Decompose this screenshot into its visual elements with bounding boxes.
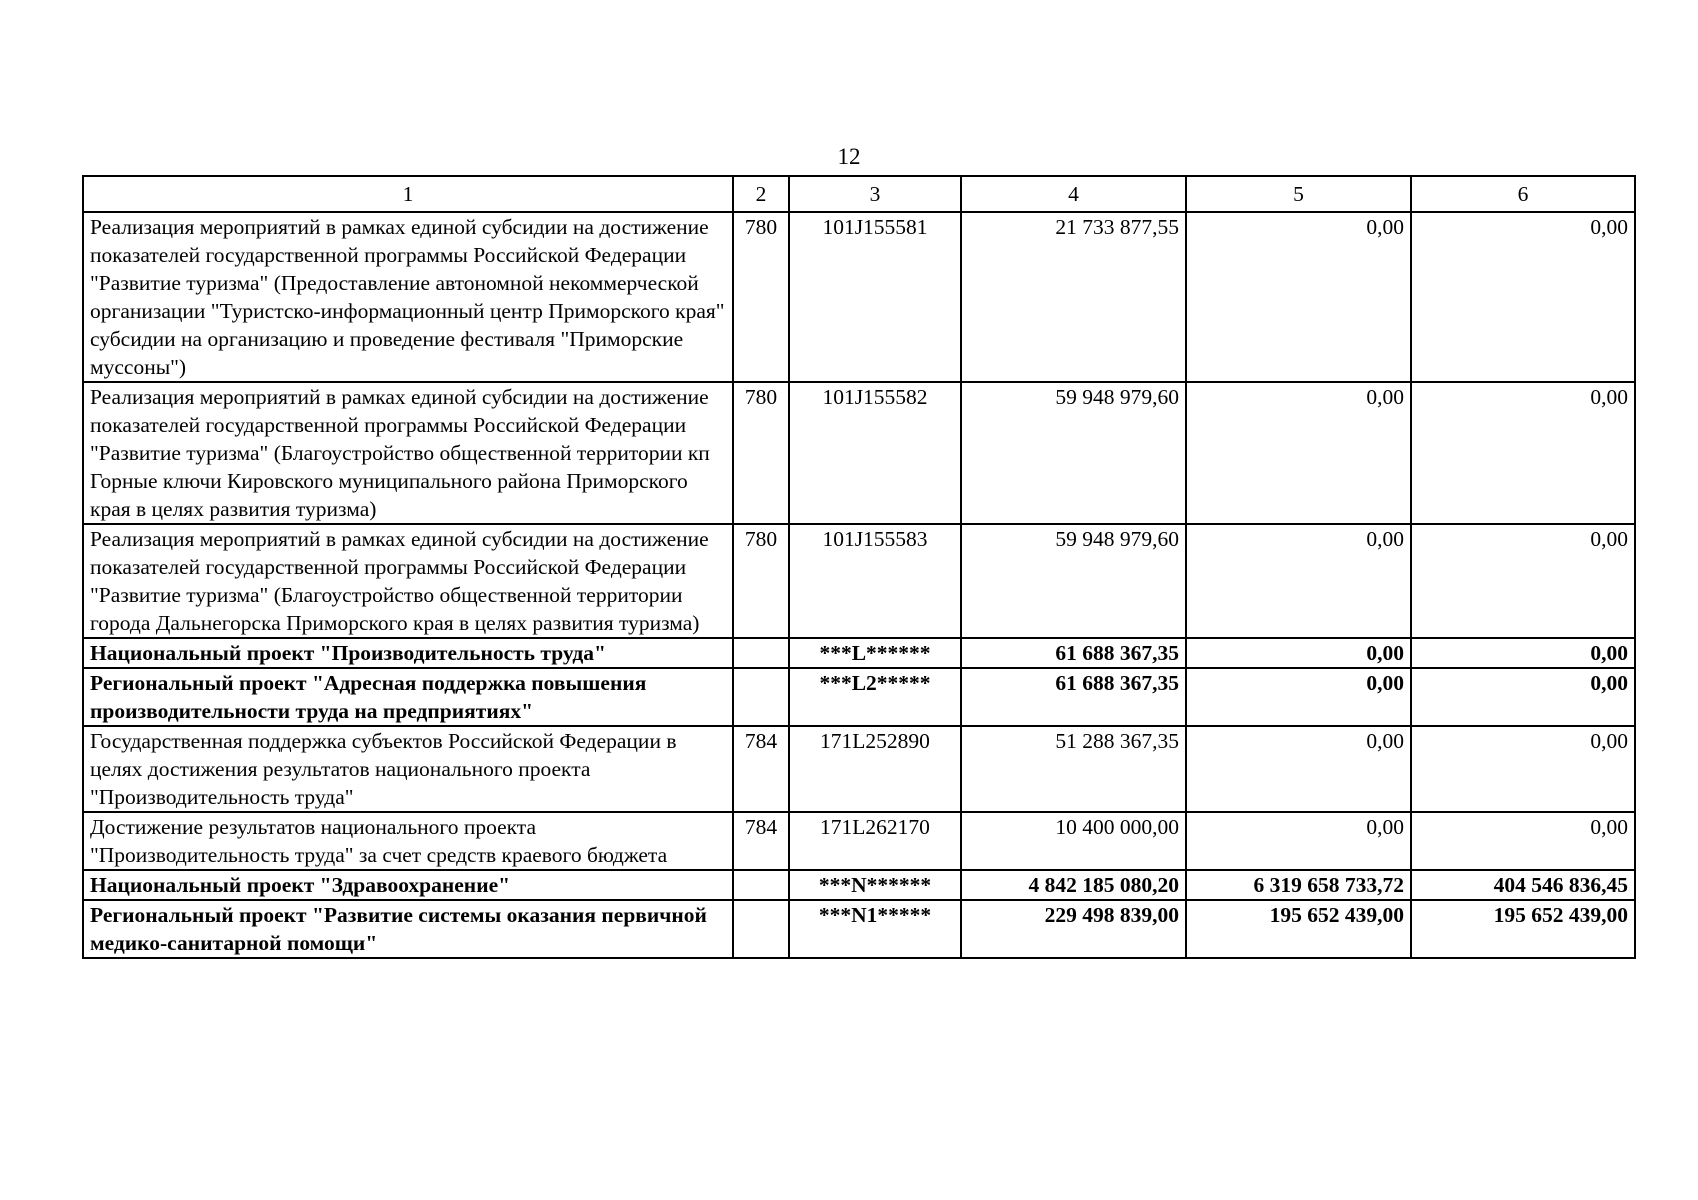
row-target-code: 171L252890: [789, 726, 961, 812]
row-value-4: 51 288 367,35: [961, 726, 1186, 812]
row-value-5: 6 319 658 733,72: [1186, 870, 1411, 900]
header-col-4: 4: [961, 176, 1186, 212]
row-admin-code: [733, 900, 789, 958]
row-name: Государственная поддержка субъектов Российской Федерации в целях достижения результатов национального проекта "Производительность труда": [83, 726, 733, 812]
table-row: [83, 668, 1635, 726]
row-value-4: 4 842 185 080,20: [961, 870, 1186, 900]
row-value-6: 0,00: [1411, 726, 1635, 812]
table-row: [83, 382, 1635, 524]
page-number: 12: [837, 144, 861, 169]
row-value-5: 0,00: [1186, 382, 1411, 524]
row-admin-code: [733, 668, 789, 726]
header-col-6: 6: [1411, 176, 1635, 212]
row-target-code: ***L******: [789, 638, 961, 668]
row-admin-code: 784: [733, 812, 789, 870]
row-value-5: 0,00: [1186, 524, 1411, 638]
row-name: Реализация мероприятий в рамках единой субсидии на достижение показателей государственной программы Российской Федерации "Развитие туризма" (Предоставление автономной некоммерческой организации "Туристско-информационный центр Приморского края" субсидии на организацию и проведение фестиваля "Приморские муссоны"): [83, 212, 733, 382]
table-body: [83, 212, 1635, 958]
row-name: Региональный проект "Развитие системы оказания первичной медико-санитарной помощи": [83, 900, 733, 958]
row-value-4: 59 948 979,60: [961, 382, 1186, 524]
row-name: Реализация мероприятий в рамках единой субсидии на достижение показателей государственной программы Российской Федерации "Развитие туризма" (Благоустройство общественной территории города Дальнегорска Приморского края в целях развития туризма): [83, 524, 733, 638]
table-row: [83, 212, 1635, 382]
row-target-code: ***N1*****: [789, 900, 961, 958]
row-value-6: 0,00: [1411, 812, 1635, 870]
row-admin-code: 780: [733, 212, 789, 382]
row-target-code: 101J155581: [789, 212, 961, 382]
row-value-5: 0,00: [1186, 212, 1411, 382]
row-value-5: 0,00: [1186, 638, 1411, 668]
row-target-code: 171L262170: [789, 812, 961, 870]
row-name: Реализация мероприятий в рамках единой субсидии на достижение показателей государственной программы Российской Федерации "Развитие туризма" (Благоустройство общественной территории кп Горные ключи Кировского муниципального района Приморского края в целях развития туризма): [83, 382, 733, 524]
row-admin-code: 780: [733, 382, 789, 524]
row-target-code: ***L2*****: [789, 668, 961, 726]
table-row: [83, 524, 1635, 638]
row-value-6: 195 652 439,00: [1411, 900, 1635, 958]
header-col-1: 1: [83, 176, 733, 212]
row-value-4: 229 498 839,00: [961, 900, 1186, 958]
table-row: [83, 638, 1635, 668]
row-value-5: 0,00: [1186, 812, 1411, 870]
row-name: Национальный проект "Здравоохранение": [83, 870, 733, 900]
row-admin-code: [733, 638, 789, 668]
row-admin-code: 784: [733, 726, 789, 812]
row-value-5: 0,00: [1186, 668, 1411, 726]
row-value-4: 61 688 367,35: [961, 668, 1186, 726]
row-value-5: 195 652 439,00: [1186, 900, 1411, 958]
header-col-5: 5: [1186, 176, 1411, 212]
row-value-6: 0,00: [1411, 638, 1635, 668]
header-col-3: 3: [789, 176, 961, 212]
row-value-6: 0,00: [1411, 524, 1635, 638]
row-value-6: 404 546 836,45: [1411, 870, 1635, 900]
row-admin-code: [733, 870, 789, 900]
row-target-code: ***N******: [789, 870, 961, 900]
table-row: [83, 900, 1635, 958]
row-name: Достижение результатов национального проекта "Производительность труда" за счет средств краевого бюджета: [83, 812, 733, 870]
table-row: [83, 870, 1635, 900]
header-col-2: 2: [733, 176, 789, 212]
row-value-4: 61 688 367,35: [961, 638, 1186, 668]
budget-table: [82, 175, 1636, 959]
row-admin-code: 780: [733, 524, 789, 638]
row-value-6: 0,00: [1411, 668, 1635, 726]
row-value-4: 21 733 877,55: [961, 212, 1186, 382]
table-row: [83, 812, 1635, 870]
row-value-6: 0,00: [1411, 382, 1635, 524]
row-target-code: 101J155582: [789, 382, 961, 524]
row-name: Национальный проект "Производительность труда": [83, 638, 733, 668]
row-value-4: 59 948 979,60: [961, 524, 1186, 638]
table-header: [83, 176, 1635, 212]
row-target-code: 101J155583: [789, 524, 961, 638]
table-row: [83, 726, 1635, 812]
row-value-5: 0,00: [1186, 726, 1411, 812]
row-value-6: 0,00: [1411, 212, 1635, 382]
row-name: Региональный проект "Адресная поддержка повышения производительности труда на предприятиях": [83, 668, 733, 726]
row-value-4: 10 400 000,00: [961, 812, 1186, 870]
header-row: [83, 176, 1635, 212]
